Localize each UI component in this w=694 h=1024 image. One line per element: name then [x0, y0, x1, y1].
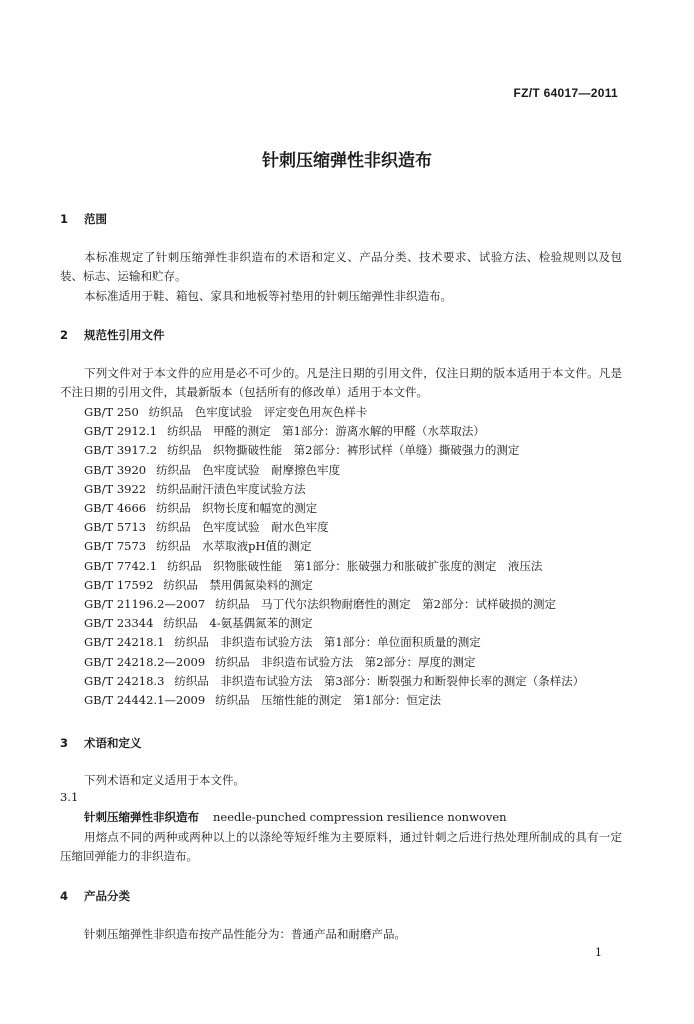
ref-title: 纺织品 水萃取液pH值的测定 — [156, 539, 312, 554]
term-number: 3.1 — [60, 790, 79, 804]
list-item — [84, 422, 584, 441]
list-item — [84, 672, 584, 691]
section-4-heading — [60, 888, 130, 904]
list-item — [84, 461, 584, 480]
list-item — [84, 653, 584, 672]
list-item — [84, 499, 584, 518]
list-item — [84, 614, 584, 633]
standard-code: FZ/T 64017—2011 — [513, 86, 618, 100]
ref-title: 纺织品 非织造布试验方法 第1部分：单位面积质量的测定 — [174, 635, 481, 650]
section-title: 规范性引用文件 — [84, 328, 165, 342]
ref-code: GB/T 23344 — [84, 616, 154, 631]
list-item — [84, 518, 584, 537]
section-3-heading — [60, 735, 142, 751]
ref-title: 纺织品 织物胀破性能 第1部分：胀破强力和胀破扩张度的测定 液压法 — [167, 558, 543, 573]
ref-title: 纺织品 甲醛的测定 第1部分：游离水解的甲醛（水萃取法） — [167, 424, 485, 439]
section-2-heading — [60, 327, 165, 343]
ref-code: GB/T 24218.2—2009 — [84, 654, 206, 669]
ref-code: GB/T 24218.3 — [84, 673, 165, 688]
ref-code: GB/T 21196.2—2007 — [84, 597, 206, 612]
ref-title: 纺织品 织物长度和幅宽的测定 — [156, 501, 318, 516]
ref-title: 纺织品耐汗渍色牢度试验方法 — [156, 481, 306, 496]
document-title: 针刺压缩弹性非织造布 — [262, 151, 432, 171]
section-1-heading — [60, 211, 107, 227]
page-number: 1 — [595, 946, 602, 959]
ref-code: GB/T 250 — [84, 405, 139, 419]
list-item — [84, 480, 584, 499]
ref-code: GB/T 5713 — [84, 520, 147, 535]
ref-title: 纺织品 非织造布试验方法 第3部分：断裂强力和断裂伸长率的测定（条样法） — [174, 673, 585, 688]
ref-title: 纺织品 4-氨基偶氮苯的测定 — [163, 616, 313, 631]
ref-title: 纺织品 压缩性能的测定 第1部分：恒定法 — [215, 693, 441, 708]
section-title: 产品分类 — [84, 889, 130, 903]
reference-list — [84, 403, 584, 710]
term-english: needle-punched compression resilience nonwoven — [213, 810, 507, 824]
list-item — [84, 557, 584, 576]
list-item — [84, 595, 584, 614]
section-title: 范围 — [84, 212, 107, 226]
ref-code: GB/T 4666 — [84, 501, 147, 516]
ref-title: 纺织品 色牢度试验 耐摩擦色牢度 — [156, 462, 341, 477]
ref-code: GB/T 7742.1 — [84, 558, 158, 573]
classification-text: 针刺压缩弹性非织造布按产品性能分为：普通产品和耐磨产品。 — [84, 927, 406, 941]
ref-title: 纺织品 织物撕破性能 第2部分：裤形试样（单缝）撕破强力的测定 — [167, 443, 520, 458]
ref-code: GB/T 7573 — [84, 539, 147, 554]
list-item — [84, 403, 584, 422]
normative-refs-intro: 下列文件对于本文件的应用是必不可少的。凡是注日期的引用文件，仅注日期的版本适用于本文件。凡是不注日期的引用文件，其最新版本（包括所有的修改单）适用于本文件。 — [60, 366, 622, 399]
ref-code: GB/T 3920 — [84, 462, 147, 477]
scope-paragraph-1: 本标准规定了针刺压缩弹性非织造布的术语和定义、产品分类、技术要求、试验方法、检验规则以及包装、标志、运输和贮存。 — [60, 250, 622, 283]
list-item — [84, 691, 584, 710]
term-chinese: 针刺压缩弹性非织造布 — [84, 810, 199, 824]
section-number: 3 — [60, 736, 69, 750]
term-entry — [84, 809, 507, 825]
ref-code: GB/T 24218.1 — [84, 635, 165, 650]
section-title: 术语和定义 — [84, 736, 142, 750]
section-number: 2 — [60, 328, 69, 342]
list-item — [84, 537, 584, 556]
ref-code: GB/T 17592 — [84, 577, 154, 592]
ref-title: 纺织品 禁用偶氮染料的测定 — [163, 577, 313, 592]
terms-intro: 下列术语和定义适用于本文件。 — [84, 773, 245, 787]
ref-code: GB/T 3917.2 — [84, 443, 158, 458]
term-definition: 用熔点不同的两种或两种以上的以涤纶等短纤维为主要原料，通过针刺之后进行热处理所制成的具有一定压缩回弹能力的非织造布。 — [60, 830, 622, 863]
ref-code: GB/T 24442.1—2009 — [84, 693, 206, 708]
ref-title: 纺织品 色牢度试验 耐水色牢度 — [156, 520, 329, 535]
ref-title: 纺织品 非织造布试验方法 第2部分：厚度的测定 — [215, 654, 476, 669]
list-item — [84, 576, 584, 595]
ref-title: 纺织品 马丁代尔法织物耐磨性的测定 第2部分：试样破损的测定 — [215, 597, 556, 612]
list-item — [84, 633, 584, 652]
section-number: 4 — [60, 889, 69, 903]
ref-code: GB/T 3922 — [84, 481, 147, 496]
scope-paragraph-2: 本标准适用于鞋、箱包、家具和地板等衬垫用的针刺压缩弹性非织造布。 — [84, 289, 452, 303]
ref-code: GB/T 2912.1 — [84, 424, 158, 439]
ref-title: 纺织品 色牢度试验 评定变色用灰色样卡 — [148, 405, 368, 419]
section-number: 1 — [60, 212, 69, 226]
list-item — [84, 441, 584, 460]
